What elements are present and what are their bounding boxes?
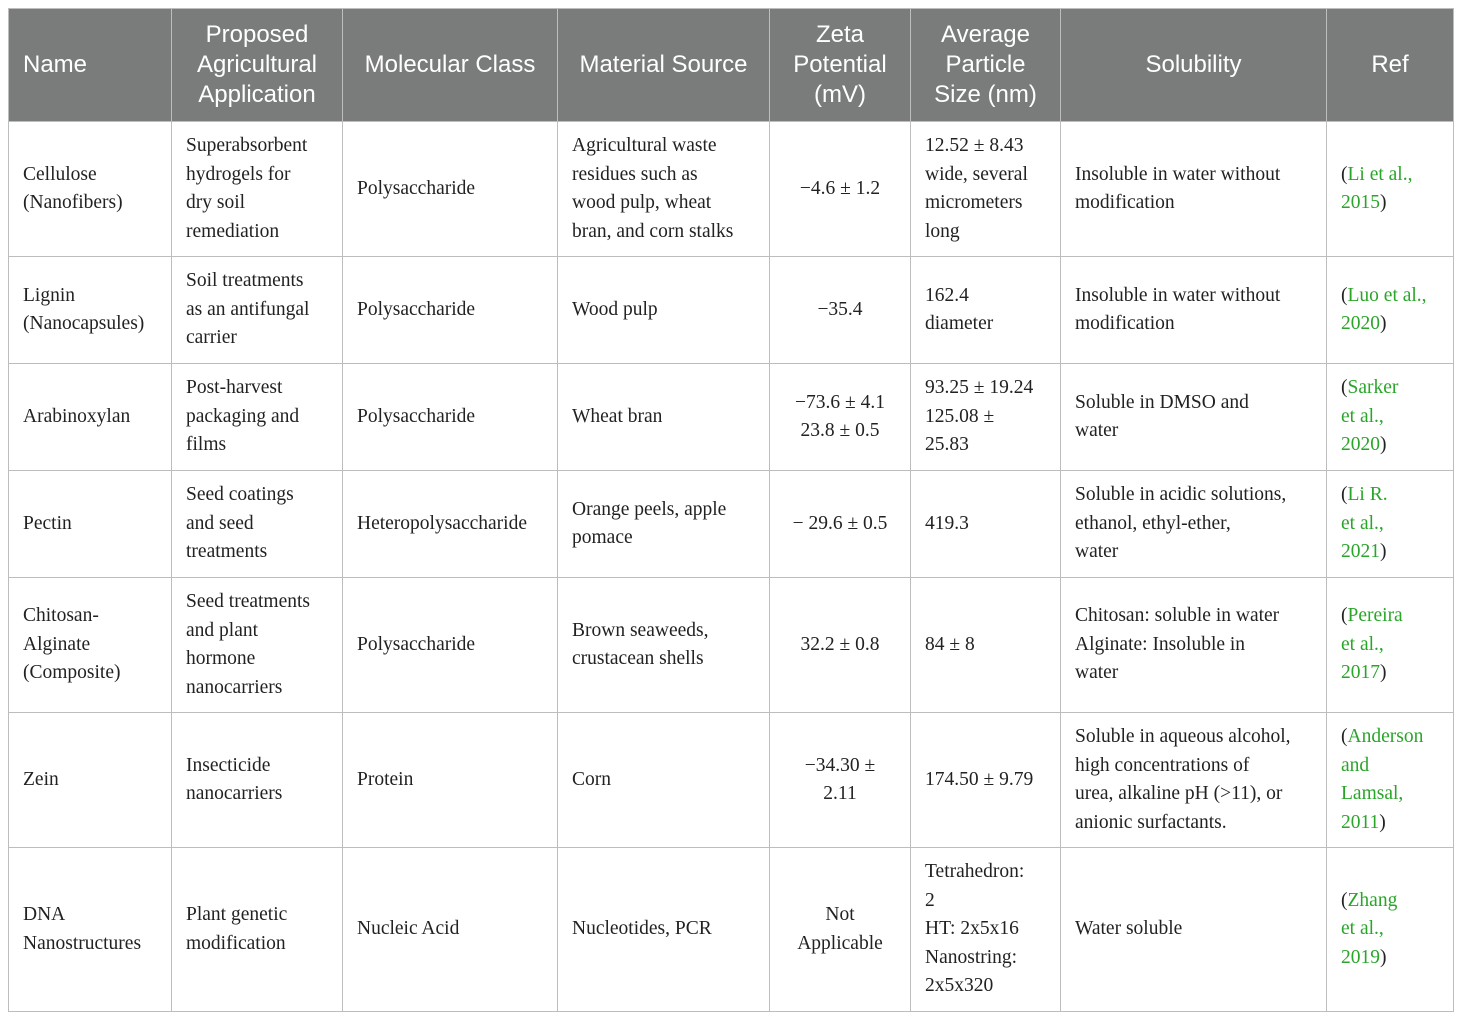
cell-ref: (Anderson and Lamsal, 2011) (1327, 713, 1454, 848)
ref-link[interactable]: 2017 (1341, 662, 1380, 684)
header-application: Proposed Agricultural Application (172, 9, 343, 122)
header-zeta: Zeta Potential (mV) (770, 9, 911, 122)
ref-link[interactable]: Zhang (1347, 889, 1398, 911)
cell-material-source: Orange peels, apple pomace (558, 471, 770, 578)
ref-link[interactable]: et al., (1341, 405, 1384, 427)
cell-molecular-class: Heteropolysaccharide (343, 471, 558, 578)
cell-application: Seed coatings and seed treatments (172, 471, 343, 578)
cell-name: Zein (9, 713, 172, 848)
ref-link[interactable]: 2020 (1341, 434, 1380, 456)
ref-link[interactable]: Pereira (1347, 605, 1403, 627)
cell-molecular-class: Protein (343, 713, 558, 848)
cell-application: Superabsorbent hydrogels for dry soil remediation (172, 122, 343, 257)
cell-solubility: Soluble in aqueous alcohol, high concentrations of urea, alkaline pH (>11), or anionic surfactants. (1061, 713, 1327, 848)
cell-solubility: Insoluble in water without modification (1061, 257, 1327, 364)
cell-size: 12.52 ± 8.43 wide, several micrometers long (911, 122, 1061, 257)
cell-size: 162.4 diameter (911, 257, 1061, 364)
cell-ref: (Pereira et al., 2017) (1327, 578, 1454, 713)
cell-ref: (Zhang et al., 2019) (1327, 848, 1454, 1012)
ref-link[interactable]: Sarker (1347, 377, 1399, 399)
cell-ref: (Luo et al., 2020) (1327, 257, 1454, 364)
ref-link[interactable]: Lamsal, (1341, 783, 1404, 804)
header-name: Name (9, 9, 172, 122)
header-size: Average Particle Size (nm) (911, 9, 1061, 122)
cell-application: Plant genetic modification (172, 848, 343, 1012)
cell-application: Soil treatments as an antifungal carrier (172, 257, 343, 364)
cell-material-source: Corn (558, 713, 770, 848)
header-row (9, 9, 1454, 122)
cell-material-source: Wheat bran (558, 364, 770, 471)
cell-zeta: −4.6 ± 1.2 (770, 122, 911, 257)
cell-molecular-class: Polysaccharide (343, 122, 558, 257)
cell-zeta: − 29.6 ± 0.5 (770, 471, 911, 578)
ref-link[interactable]: Li et al., (1347, 163, 1413, 185)
ref-link[interactable]: 2015 (1341, 192, 1380, 213)
cell-size: 419.3 (911, 471, 1061, 578)
cell-ref: (Li et al., 2015) (1327, 122, 1454, 257)
cell-solubility: Insoluble in water without modification (1061, 122, 1327, 257)
header-ref: Ref (1327, 9, 1454, 122)
cell-zeta: Not Applicable (770, 848, 911, 1012)
cell-ref: (Sarker et al., 2020) (1327, 364, 1454, 471)
cell-material-source: Brown seaweeds, crustacean shells (558, 578, 770, 713)
ref-link[interactable]: Luo et al., (1347, 284, 1427, 306)
cell-zeta: −35.4 (770, 257, 911, 364)
ref-link[interactable]: et al., (1341, 918, 1384, 940)
cell-material-source: Wood pulp (558, 257, 770, 364)
table-row (9, 713, 1454, 848)
cell-ref: (Li R. et al., 2021) (1327, 471, 1454, 578)
cell-solubility: Soluble in acidic solutions, ethanol, ethyl-ether, water (1061, 471, 1327, 578)
cell-zeta: −73.6 ± 4.1 23.8 ± 0.5 (770, 364, 911, 471)
cell-solubility: Soluble in DMSO and water (1061, 364, 1327, 471)
table-row (9, 578, 1454, 713)
cell-material-source: Agricultural waste residues such as wood pulp, wheat bran, and corn stalks (558, 122, 770, 257)
cell-name: Cellulose (Nanofibers) (9, 122, 172, 257)
cell-name: DNA Nanostructures (9, 848, 172, 1012)
table-row (9, 471, 1454, 578)
ref-link[interactable]: and (1341, 754, 1370, 776)
cell-solubility: Chitosan: soluble in water Alginate: Insoluble in water (1061, 578, 1327, 713)
ref-link[interactable]: Anderson (1347, 726, 1424, 747)
cell-solubility: Water soluble (1061, 848, 1327, 1012)
cell-size: 84 ± 8 (911, 578, 1061, 713)
header-solubility: Solubility (1061, 9, 1327, 122)
table-row (9, 122, 1454, 257)
cell-application: Post-harvest packaging and films (172, 364, 343, 471)
ref-link[interactable]: 2011 (1341, 811, 1380, 833)
cell-name: Arabinoxylan (9, 364, 172, 471)
ref-link[interactable]: 2021 (1341, 541, 1380, 563)
cell-size: 174.50 ± 9.79 (911, 713, 1061, 848)
cell-molecular-class: Polysaccharide (343, 364, 558, 471)
header-material-source: Material Source (558, 9, 770, 122)
cell-application: Seed treatments and plant hormone nanocarriers (172, 578, 343, 713)
cell-material-source: Nucleotides, PCR (558, 848, 770, 1012)
cell-application: Insecticide nanocarriers (172, 713, 343, 848)
cell-name: Pectin (9, 471, 172, 578)
cell-zeta: 32.2 ± 0.8 (770, 578, 911, 713)
table-row (9, 848, 1454, 1012)
cell-size: 93.25 ± 19.24 125.08 ± 25.83 (911, 364, 1061, 471)
table-row (9, 257, 1454, 364)
cell-size: Tetrahedron: 2 HT: 2x5x16 Nanostring: 2x5x320 (911, 848, 1061, 1012)
ref-link[interactable]: et al., (1341, 633, 1384, 655)
cell-molecular-class: Polysaccharide (343, 578, 558, 713)
ref-link[interactable]: 2020 (1341, 313, 1380, 334)
cell-name: Chitosan- Alginate (Composite) (9, 578, 172, 713)
cell-molecular-class: Nucleic Acid (343, 848, 558, 1012)
cell-name: Lignin (Nanocapsules) (9, 257, 172, 364)
ref-link[interactable]: 2019 (1341, 946, 1380, 968)
table-row (9, 364, 1454, 471)
cell-zeta: −34.30 ± 2.11 (770, 713, 911, 848)
ref-link[interactable]: et al., (1341, 512, 1384, 534)
ref-link[interactable]: Li R. (1347, 484, 1388, 506)
header-molecular-class: Molecular Class (343, 9, 558, 122)
cell-molecular-class: Polysaccharide (343, 257, 558, 364)
data-table (8, 8, 1454, 1012)
